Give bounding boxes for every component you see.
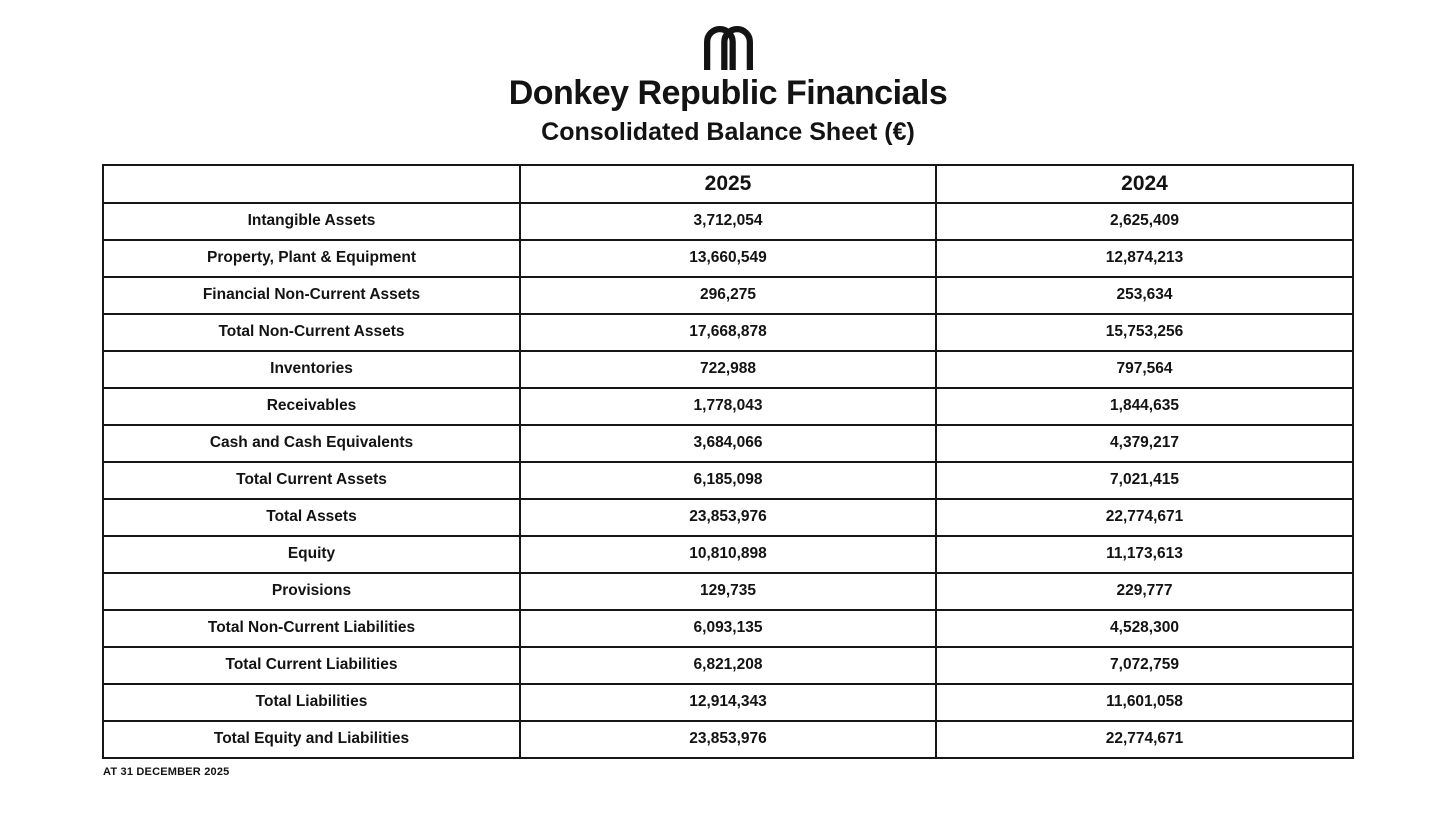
value-2024: 2,625,409 (936, 203, 1353, 240)
row-label: Total Current Liabilities (103, 647, 520, 684)
value-2024: 229,777 (936, 573, 1353, 610)
brand-block (0, 0, 1456, 147)
row-label: Total Non-Current Assets (103, 314, 520, 351)
row-label: Total Assets (103, 499, 520, 536)
donkey-republic-logo-icon (700, 20, 757, 70)
row-label: Total Non-Current Liabilities (103, 610, 520, 647)
table-row (103, 462, 1353, 499)
value-2025: 23,853,976 (520, 499, 936, 536)
page-subtitle: Consolidated Balance Sheet (€) (541, 118, 915, 147)
value-2024: 12,874,213 (936, 240, 1353, 277)
value-2025: 129,735 (520, 573, 936, 610)
row-label: Property, Plant & Equipment (103, 240, 520, 277)
table-row (103, 499, 1353, 536)
value-2025: 296,275 (520, 277, 936, 314)
value-2025: 10,810,898 (520, 536, 936, 573)
table-header (103, 165, 1353, 203)
table-row (103, 684, 1353, 721)
table-row (103, 277, 1353, 314)
page-title: Donkey Republic Financials (508, 74, 948, 112)
value-2025: 23,853,976 (520, 721, 936, 758)
table-row (103, 721, 1353, 758)
table-row (103, 536, 1353, 573)
value-2025: 722,988 (520, 351, 936, 388)
value-2025: 17,668,878 (520, 314, 936, 351)
value-2025: 3,712,054 (520, 203, 936, 240)
table-row (103, 203, 1353, 240)
row-label: Total Equity and Liabilities (103, 721, 520, 758)
value-2024: 11,601,058 (936, 684, 1353, 721)
table-row (103, 351, 1353, 388)
row-label: Cash and Cash Equivalents (103, 425, 520, 462)
table-row (103, 573, 1353, 610)
value-2024: 4,379,217 (936, 425, 1353, 462)
column-header-2024: 2024 (936, 165, 1353, 203)
table-row (103, 314, 1353, 351)
value-2025: 3,684,066 (520, 425, 936, 462)
value-2024: 7,072,759 (936, 647, 1353, 684)
row-label: Intangible Assets (103, 203, 520, 240)
row-label: Inventories (103, 351, 520, 388)
table-row (103, 647, 1353, 684)
value-2024: 253,634 (936, 277, 1353, 314)
row-label: Total Current Assets (103, 462, 520, 499)
value-2024: 797,564 (936, 351, 1353, 388)
value-2025: 1,778,043 (520, 388, 936, 425)
row-label: Equity (103, 536, 520, 573)
balance-sheet-table (102, 164, 1354, 759)
table-row (103, 425, 1353, 462)
value-2025: 6,185,098 (520, 462, 936, 499)
value-2025: 6,821,208 (520, 647, 936, 684)
value-2025: 13,660,549 (520, 240, 936, 277)
value-2024: 11,173,613 (936, 536, 1353, 573)
value-2024: 1,844,635 (936, 388, 1353, 425)
row-label: Total Liabilities (103, 684, 520, 721)
row-label: Provisions (103, 573, 520, 610)
value-2024: 7,021,415 (936, 462, 1353, 499)
header-row (103, 165, 1353, 203)
value-2025: 6,093,135 (520, 610, 936, 647)
value-2024: 4,528,300 (936, 610, 1353, 647)
table-row (103, 240, 1353, 277)
value-2024: 22,774,671 (936, 499, 1353, 536)
value-2025: 12,914,343 (520, 684, 936, 721)
column-header-empty (103, 165, 520, 203)
table-row (103, 388, 1353, 425)
table-row (103, 610, 1353, 647)
as-of-date-footnote: AT 31 DECEMBER 2025 (103, 765, 230, 778)
balance-sheet-body (103, 203, 1353, 758)
value-2024: 15,753,256 (936, 314, 1353, 351)
row-label: Receivables (103, 388, 520, 425)
value-2024: 22,774,671 (936, 721, 1353, 758)
row-label: Financial Non-Current Assets (103, 277, 520, 314)
column-header-2025: 2025 (520, 165, 936, 203)
